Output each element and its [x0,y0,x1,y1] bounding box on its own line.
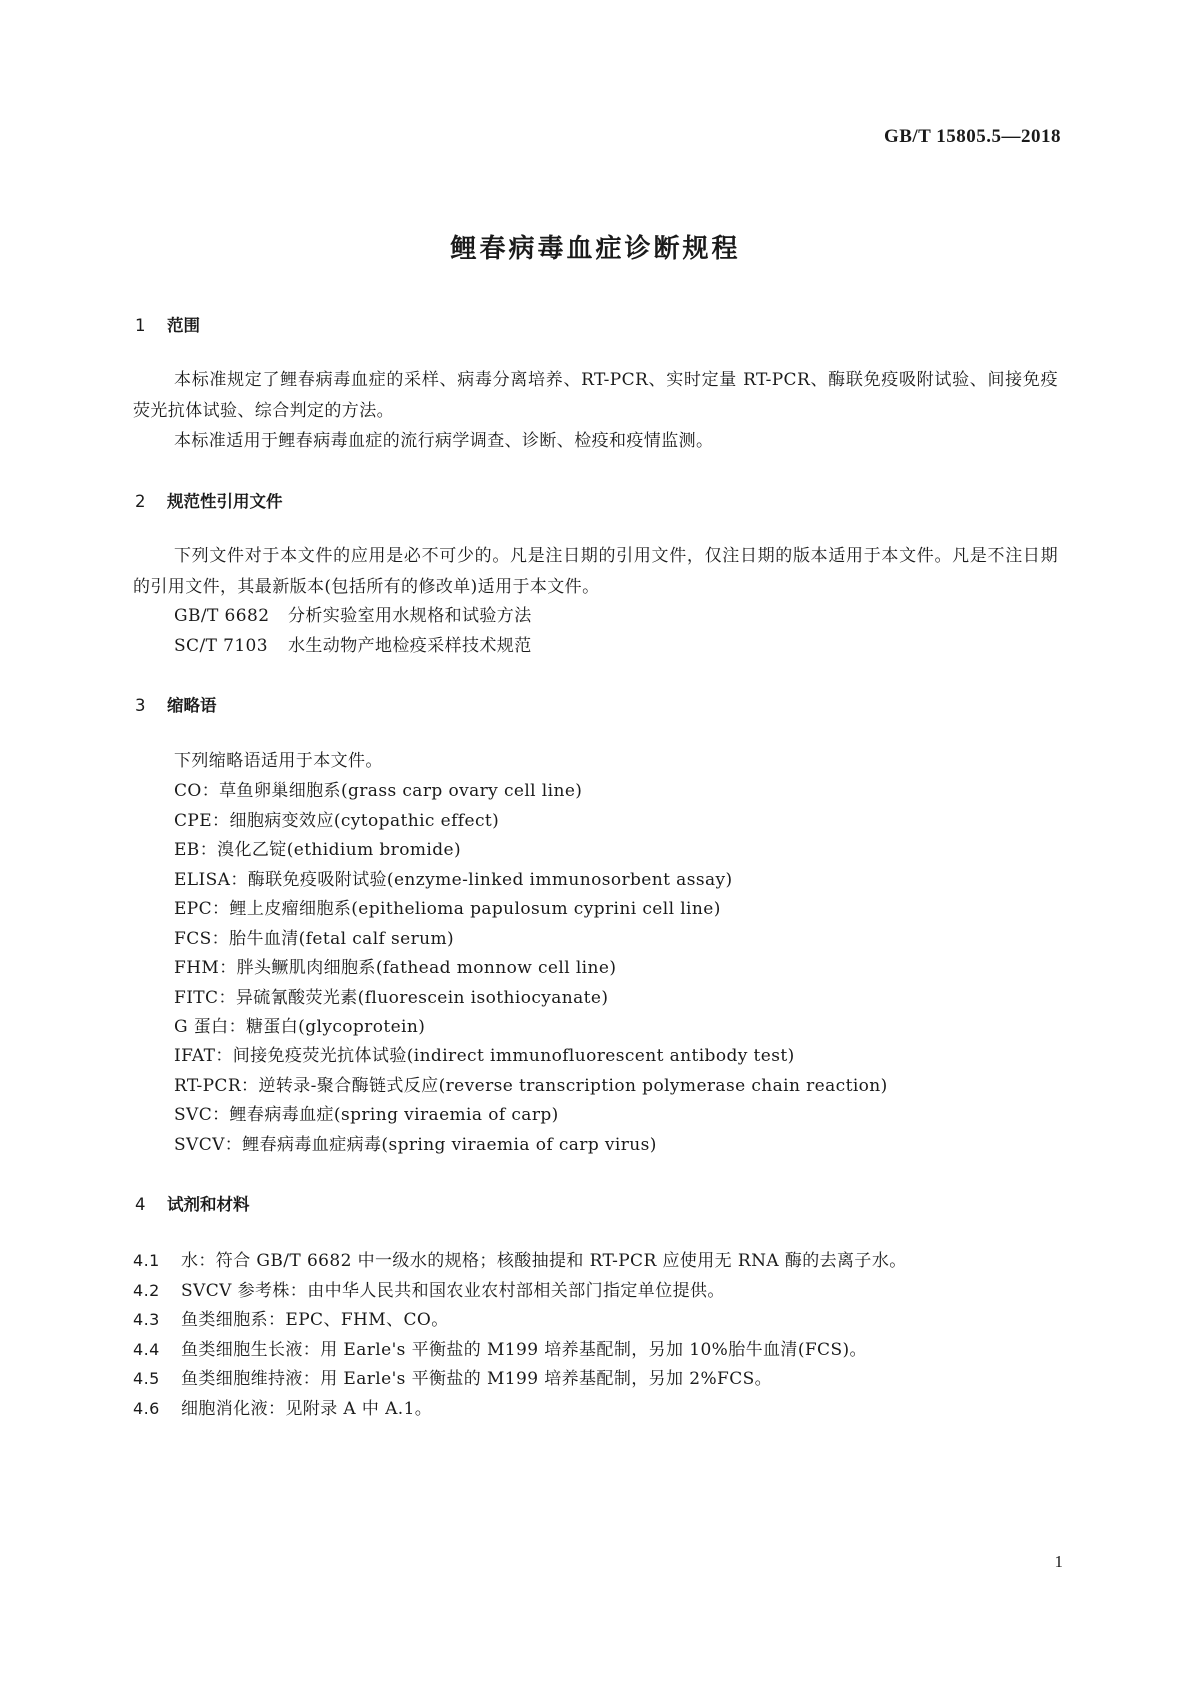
material-clause [133,1363,772,1395]
clause-number: 4.1 [133,1251,160,1270]
abbreviation-item: SVCV：鲤春病毒血症病毒(spring viraemia of carp virus) [174,1135,657,1155]
material-clause [133,1334,867,1366]
scope-paragraph: 本标准规定了鲤春病毒血症的采样、病毒分离培养、RT-PCR、实时定量 RT-PCR、酶联免疫吸附试验、间接免疫荧光抗体试验、综合判定的方法。 [133,370,1058,421]
clause-text: SVCV 参考株：由中华人民共和国农业农村部相关部门指定单位提供。 [181,1281,725,1301]
references-intro: 下列文件对于本文件的应用是必不可少的。凡是注日期的引用文件，仅注日期的版本适用于本文件。凡是不注日期的引用文件，其最新版本(包括所有的修改单)适用于本文件。 [133,546,1058,597]
clause-number: 4.4 [133,1340,160,1359]
reference-title: 分析实验室用水规格和试验方法 [288,606,532,626]
reference-title: 水生动物产地检疫采样技术规范 [288,636,532,656]
section-number: 1 [135,316,146,335]
abbreviation-item: EB：溴化乙锭(ethidium bromide) [174,840,461,860]
clause-text: 水：符合 GB/T 6682 中一级水的规格；核酸抽提和 RT-PCR 应使用无 RNA 酶的去离子水。 [181,1251,907,1271]
abbreviation-item: IFAT：间接免疫荧光抗体试验(indirect immunofluorescent antibody test) [174,1046,795,1066]
material-clause [133,1393,432,1425]
section-title: 范围 [167,316,200,335]
section-title: 缩略语 [167,696,217,715]
section-heading-materials [135,1191,250,1215]
clause-number: 4.6 [133,1399,160,1418]
material-clause [133,1304,449,1336]
clause-text: 鱼类细胞生长液：用 Earle's 平衡盐的 M199 培养基配制，另加 10%胎牛血清(FCS)。 [181,1340,867,1360]
section-number: 4 [135,1195,146,1214]
reference-item [174,631,532,662]
abbreviation-item: ELISA：酶联免疫吸附试验(enzyme-linked immunosorbent assay) [174,870,733,890]
reference-code: SC/T 7103 [174,636,268,656]
page-number: 1 [1054,1552,1063,1571]
section-heading-references [135,488,283,512]
section-number: 2 [135,492,146,511]
abbreviation-item: FHM：胖头鳜肌肉细胞系(fathead monnow cell line) [174,958,617,978]
section-number: 3 [135,696,146,715]
clause-number: 4.3 [133,1310,160,1329]
abbreviation-item: G 蛋白：糖蛋白(glycoprotein) [174,1017,426,1037]
clause-text: 鱼类细胞系：EPC、FHM、CO。 [181,1310,449,1330]
abbreviations-intro: 下列缩略语适用于本文件。 [174,751,383,771]
clause-number: 4.5 [133,1369,160,1388]
section-heading-scope [135,312,200,336]
scope-paragraph: 本标准适用于鲤春病毒血症的流行病学调查、诊断、检疫和疫情监测。 [174,431,714,451]
abbreviation-item: EPC：鲤上皮瘤细胞系(epithelioma papulosum cyprini cell line) [174,899,721,919]
section-heading-abbreviations [135,692,217,716]
section-title: 试剂和材料 [167,1195,250,1214]
abbreviation-item: SVC：鲤春病毒血症(spring viraemia of carp) [174,1105,559,1125]
standard-code: GB/T 15805.5—2018 [883,126,1061,147]
clause-text: 鱼类细胞维持液：用 Earle's 平衡盐的 M199 培养基配制，另加 2%FCS。 [181,1369,773,1389]
document-title: 鲤春病毒血症诊断规程 [450,234,741,264]
abbreviation-item: FITC：异硫氰酸荧光素(fluorescein isothiocyanate) [174,988,609,1008]
clause-text: 细胞消化液：见附录 A 中 A.1。 [181,1399,433,1419]
section-title: 规范性引用文件 [167,492,283,511]
reference-item [174,601,532,632]
abbreviation-item: CO：草鱼卵巢细胞系(grass carp ovary cell line) [174,781,583,801]
reference-code: GB/T 6682 [174,606,270,626]
abbreviation-item: CPE：细胞病变效应(cytopathic effect) [174,811,500,831]
clause-number: 4.2 [133,1281,160,1300]
material-clause [133,1245,907,1277]
abbreviation-item: FCS：胎牛血清(fetal calf serum) [174,929,455,949]
material-clause [133,1275,725,1307]
abbreviation-item: RT-PCR：逆转录-聚合酶链式反应(reverse transcription polymerase chain reaction) [174,1076,888,1096]
